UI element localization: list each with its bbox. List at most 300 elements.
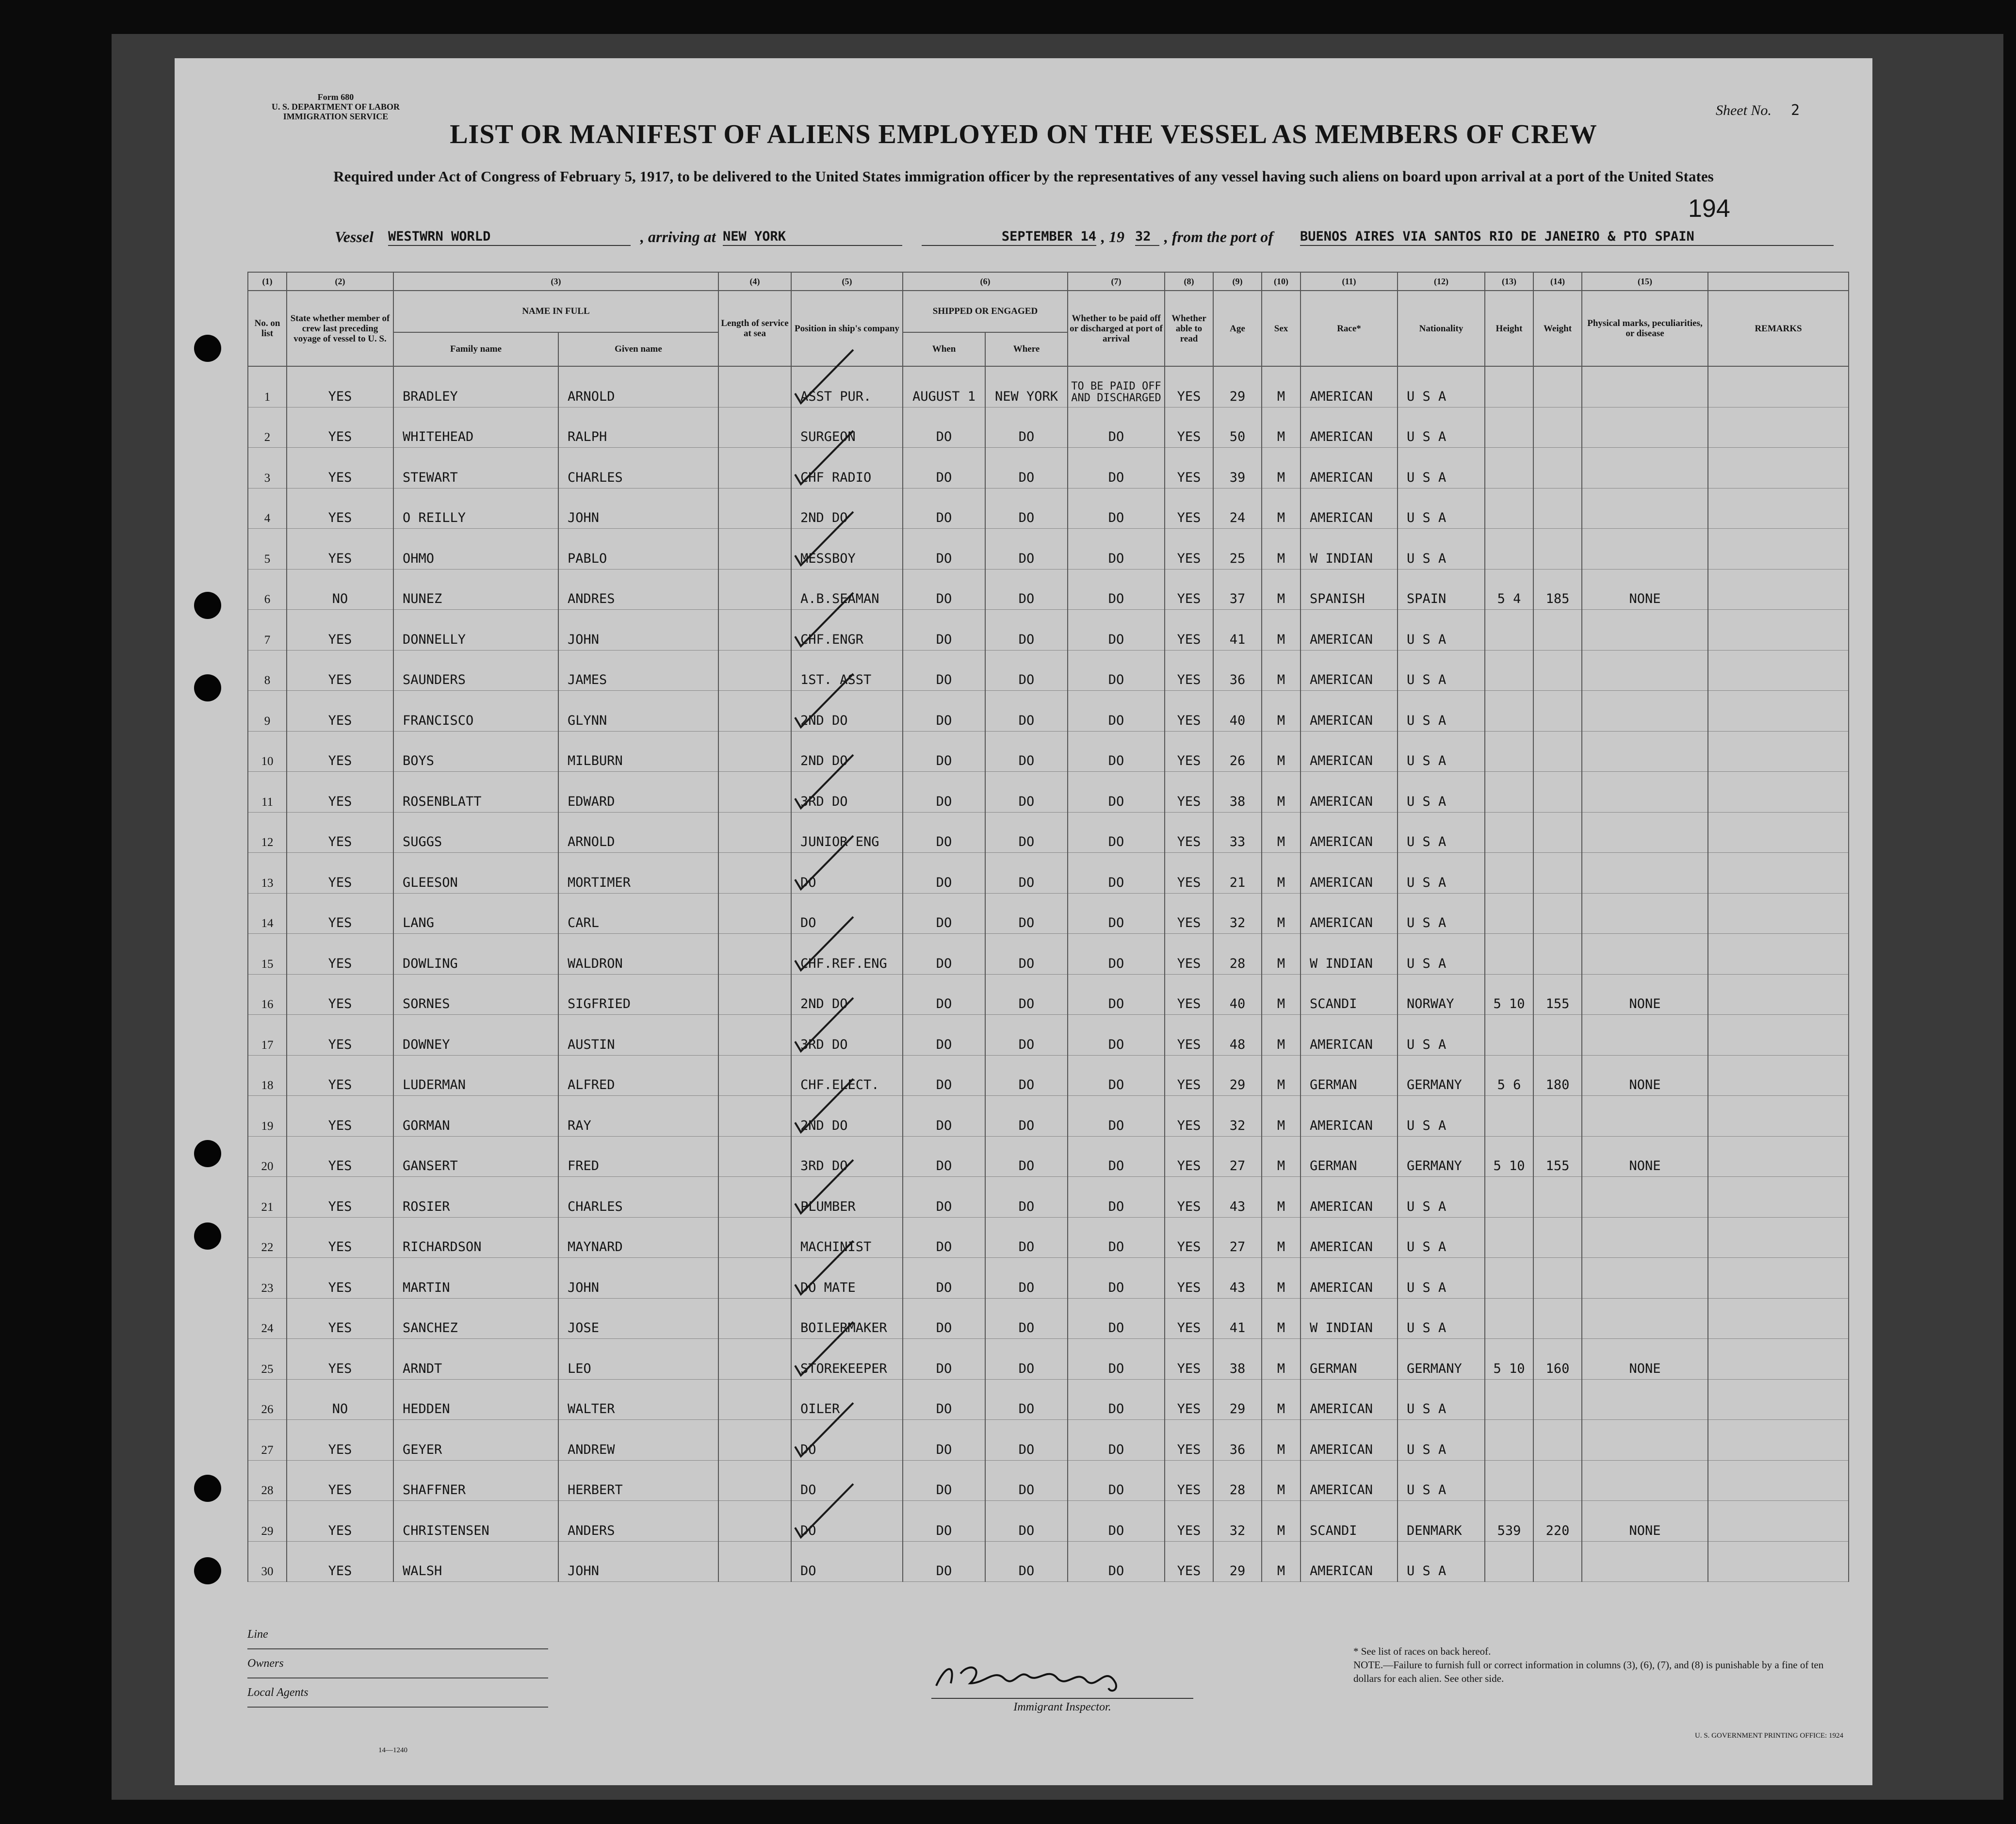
col-number: (11) <box>1301 272 1398 291</box>
paid-off: DO <box>1068 1298 1165 1339</box>
weight <box>1533 1217 1582 1258</box>
remarks <box>1708 812 1849 853</box>
sheet-number-label: Sheet No. <box>1715 102 1772 118</box>
length-of-service <box>718 1420 791 1461</box>
able-to-read: YES <box>1165 691 1213 732</box>
length-of-service <box>718 488 791 529</box>
arriving-port: NEW YORK <box>723 229 902 246</box>
remarks <box>1708 1298 1849 1339</box>
sex: M <box>1262 1460 1301 1501</box>
nationality: U S A <box>1398 1096 1485 1137</box>
weight <box>1533 853 1582 894</box>
table-row <box>248 1096 1849 1137</box>
race: AMERICAN <box>1301 1177 1398 1218</box>
weight: 155 <box>1533 974 1582 1015</box>
length-of-service <box>718 366 791 407</box>
sex: M <box>1262 1420 1301 1461</box>
nationality: U S A <box>1398 772 1485 813</box>
length-of-service <box>718 1055 791 1096</box>
able-to-read: YES <box>1165 1136 1213 1177</box>
age: 24 <box>1213 488 1262 529</box>
height <box>1485 1177 1533 1218</box>
weight: 220 <box>1533 1501 1582 1542</box>
shipped-where: DO <box>985 974 1068 1015</box>
crew-status: YES <box>287 1420 393 1461</box>
row-number: 26 <box>248 1379 287 1420</box>
age: 38 <box>1213 772 1262 813</box>
race: AMERICAN <box>1301 1460 1398 1501</box>
height <box>1485 691 1533 732</box>
paid-off: DO <box>1068 1096 1165 1137</box>
age: 36 <box>1213 650 1262 691</box>
remarks <box>1708 610 1849 651</box>
able-to-read: YES <box>1165 812 1213 853</box>
nationality: U S A <box>1398 488 1485 529</box>
shipped-where: DO <box>985 893 1068 934</box>
age: 33 <box>1213 812 1262 853</box>
able-to-read: YES <box>1165 1177 1213 1218</box>
footer-note <box>1353 1645 1853 1685</box>
given-name: JAMES <box>558 650 718 691</box>
weight <box>1533 934 1582 975</box>
height: 5 6 <box>1485 1055 1533 1096</box>
remarks <box>1708 407 1849 448</box>
race: AMERICAN <box>1301 1015 1398 1056</box>
remarks <box>1708 569 1849 610</box>
position: PLUMBER <box>791 1177 903 1218</box>
family-name: HEDDEN <box>393 1379 558 1420</box>
table-row <box>248 569 1849 610</box>
nationality: U S A <box>1398 893 1485 934</box>
row-number: 29 <box>248 1501 287 1542</box>
crew-status: YES <box>287 731 393 772</box>
crew-status: YES <box>287 650 393 691</box>
remarks <box>1708 650 1849 691</box>
physical-marks <box>1582 1177 1708 1218</box>
length-of-service <box>718 1015 791 1056</box>
remarks <box>1708 448 1849 489</box>
given-name: RALPH <box>558 407 718 448</box>
length-of-service <box>718 1298 791 1339</box>
remarks <box>1708 691 1849 732</box>
table-row <box>248 1298 1849 1339</box>
shipped-when: DO <box>903 934 985 975</box>
col-number: (2) <box>287 272 393 291</box>
remarks <box>1708 1379 1849 1420</box>
header-sex: Sex <box>1262 291 1301 366</box>
able-to-read: YES <box>1165 853 1213 894</box>
crew-status: YES <box>287 772 393 813</box>
remarks <box>1708 1541 1849 1582</box>
weight <box>1533 691 1582 732</box>
given-name: JOHN <box>558 1541 718 1582</box>
header-race: Race* <box>1301 291 1398 366</box>
crew-status: YES <box>287 407 393 448</box>
sex: M <box>1262 448 1301 489</box>
remarks <box>1708 1055 1849 1096</box>
crew-status: YES <box>287 529 393 570</box>
sex: M <box>1262 650 1301 691</box>
header-height: Height <box>1485 291 1533 366</box>
age: 43 <box>1213 1177 1262 1218</box>
crew-status: YES <box>287 691 393 732</box>
family-name: SORNES <box>393 974 558 1015</box>
table-row <box>248 1136 1849 1177</box>
height: 5 4 <box>1485 569 1533 610</box>
nationality: U S A <box>1398 1541 1485 1582</box>
age: 40 <box>1213 691 1262 732</box>
physical-marks <box>1582 1460 1708 1501</box>
length-of-service <box>718 1501 791 1542</box>
shipped-when: DO <box>903 1420 985 1461</box>
family-name: STEWART <box>393 448 558 489</box>
shipped-where: DO <box>985 1136 1068 1177</box>
family-name: GLEESON <box>393 853 558 894</box>
race: AMERICAN <box>1301 1217 1398 1258</box>
weight <box>1533 772 1582 813</box>
crew-status: YES <box>287 1541 393 1582</box>
nationality: U S A <box>1398 1420 1485 1461</box>
height <box>1485 1096 1533 1137</box>
arrival-date: SEPTEMBER 14 <box>922 229 1096 246</box>
binder-hole <box>194 674 221 701</box>
race: GERMAN <box>1301 1055 1398 1096</box>
physical-marks: NONE <box>1582 974 1708 1015</box>
physical-marks <box>1582 1541 1708 1582</box>
position: 2ND DO <box>791 1096 903 1137</box>
able-to-read: YES <box>1165 610 1213 651</box>
shipped-where: DO <box>985 610 1068 651</box>
length-of-service <box>718 772 791 813</box>
family-name: BRADLEY <box>393 366 558 407</box>
given-name: ARNOLD <box>558 366 718 407</box>
position: 1ST. ASST <box>791 650 903 691</box>
paid-off: DO <box>1068 1258 1165 1299</box>
position: DO <box>791 1541 903 1582</box>
shipped-when: DO <box>903 772 985 813</box>
length-of-service <box>718 529 791 570</box>
paid-off: DO <box>1068 853 1165 894</box>
sex: M <box>1262 529 1301 570</box>
age: 29 <box>1213 1055 1262 1096</box>
shipped-where: DO <box>985 1501 1068 1542</box>
col-number: (12) <box>1398 272 1485 291</box>
line-label: Line <box>247 1620 548 1649</box>
col-number: (9) <box>1213 272 1262 291</box>
shipped-where: DO <box>985 448 1068 489</box>
given-name: WALTER <box>558 1379 718 1420</box>
nationality: U S A <box>1398 731 1485 772</box>
race: SPANISH <box>1301 569 1398 610</box>
row-number: 8 <box>248 650 287 691</box>
physical-marks: NONE <box>1582 1501 1708 1542</box>
binder-hole <box>194 335 221 362</box>
position: STOREKEEPER <box>791 1339 903 1380</box>
family-name: DONNELLY <box>393 610 558 651</box>
height <box>1485 366 1533 407</box>
age: 27 <box>1213 1217 1262 1258</box>
length-of-service <box>718 893 791 934</box>
position: 2ND DO <box>791 974 903 1015</box>
nationality: U S A <box>1398 1258 1485 1299</box>
able-to-read: YES <box>1165 366 1213 407</box>
physical-marks <box>1582 772 1708 813</box>
sex: M <box>1262 1298 1301 1339</box>
header-length-of-service: Length of service at sea <box>718 291 791 366</box>
weight <box>1533 1541 1582 1582</box>
nationality: GERMANY <box>1398 1136 1485 1177</box>
sex: M <box>1262 1379 1301 1420</box>
position: MACHINIST <box>791 1217 903 1258</box>
form-number: Form 680 <box>317 92 354 102</box>
physical-marks <box>1582 488 1708 529</box>
position: DO MATE <box>791 1258 903 1299</box>
length-of-service <box>718 731 791 772</box>
sex: M <box>1262 691 1301 732</box>
position: CHF.ELECT. <box>791 1055 903 1096</box>
table-row <box>248 1258 1849 1299</box>
row-number: 14 <box>248 893 287 934</box>
shipped-where: DO <box>985 1420 1068 1461</box>
shipped-where: DO <box>985 1217 1068 1258</box>
given-name: HERBERT <box>558 1460 718 1501</box>
shipped-where: DO <box>985 934 1068 975</box>
age: 29 <box>1213 1379 1262 1420</box>
position: DO <box>791 853 903 894</box>
nationality: U S A <box>1398 448 1485 489</box>
paid-off: DO <box>1068 1217 1165 1258</box>
position: DO <box>791 893 903 934</box>
header-when: When <box>903 332 985 366</box>
able-to-read: YES <box>1165 1298 1213 1339</box>
position: CHF.REF.ENG <box>791 934 903 975</box>
given-name: MAYNARD <box>558 1217 718 1258</box>
able-to-read: YES <box>1165 407 1213 448</box>
nationality: U S A <box>1398 934 1485 975</box>
table-row <box>248 1015 1849 1056</box>
row-number: 24 <box>248 1298 287 1339</box>
table-row <box>248 731 1849 772</box>
height <box>1485 731 1533 772</box>
year-label: , 19 <box>1101 228 1124 245</box>
race: AMERICAN <box>1301 1096 1398 1137</box>
table-row <box>248 529 1849 570</box>
row-number: 18 <box>248 1055 287 1096</box>
weight: 185 <box>1533 569 1582 610</box>
position: 3RD DO <box>791 772 903 813</box>
row-number: 21 <box>248 1177 287 1218</box>
binder-hole <box>194 1475 221 1502</box>
race: AMERICAN <box>1301 650 1398 691</box>
shipped-where: NEW YORK <box>985 366 1068 407</box>
table-row <box>248 1177 1849 1218</box>
length-of-service <box>718 610 791 651</box>
physical-marks: NONE <box>1582 1136 1708 1177</box>
crew-status: YES <box>287 974 393 1015</box>
given-name: ANDRES <box>558 569 718 610</box>
weight: 155 <box>1533 1136 1582 1177</box>
race: AMERICAN <box>1301 407 1398 448</box>
race: AMERICAN <box>1301 1379 1398 1420</box>
header-remarks: REMARKS <box>1708 291 1849 366</box>
given-name: JOHN <box>558 488 718 529</box>
row-number: 6 <box>248 569 287 610</box>
table-row <box>248 974 1849 1015</box>
able-to-read: YES <box>1165 488 1213 529</box>
height <box>1485 1258 1533 1299</box>
nationality: U S A <box>1398 407 1485 448</box>
col-number: (3) <box>393 272 718 291</box>
weight: 160 <box>1533 1339 1582 1380</box>
row-number: 28 <box>248 1460 287 1501</box>
race: AMERICAN <box>1301 853 1398 894</box>
age: 50 <box>1213 407 1262 448</box>
remarks <box>1708 1339 1849 1380</box>
physical-marks <box>1582 1420 1708 1461</box>
race: SCANDI <box>1301 1501 1398 1542</box>
position: DO <box>791 1460 903 1501</box>
height <box>1485 650 1533 691</box>
family-name: SUGGS <box>393 812 558 853</box>
shipped-where: DO <box>985 1460 1068 1501</box>
sex: M <box>1262 488 1301 529</box>
nationality: DENMARK <box>1398 1501 1485 1542</box>
given-name: AUSTIN <box>558 1015 718 1056</box>
length-of-service <box>718 1258 791 1299</box>
local-agents-label: Local Agents <box>247 1678 548 1708</box>
nationality: U S A <box>1398 650 1485 691</box>
row-number: 4 <box>248 488 287 529</box>
paid-off: DO <box>1068 1460 1165 1501</box>
header-paid-off: Whether to be paid off or discharged at port of arrival <box>1068 291 1165 366</box>
remarks <box>1708 1015 1849 1056</box>
weight <box>1533 407 1582 448</box>
given-name: WALDRON <box>558 934 718 975</box>
given-name: ANDREW <box>558 1420 718 1461</box>
nationality: U S A <box>1398 610 1485 651</box>
position: A.B.SEAMAN <box>791 569 903 610</box>
age: 40 <box>1213 974 1262 1015</box>
family-name: ROSIER <box>393 1177 558 1218</box>
physical-marks <box>1582 893 1708 934</box>
shipped-when: DO <box>903 1258 985 1299</box>
given-name: JOHN <box>558 610 718 651</box>
row-number: 20 <box>248 1136 287 1177</box>
shipped-when: DO <box>903 1501 985 1542</box>
length-of-service <box>718 1379 791 1420</box>
crew-status: YES <box>287 1217 393 1258</box>
family-name: DOWNEY <box>393 1015 558 1056</box>
weight <box>1533 1177 1582 1218</box>
inspector-signature <box>902 1659 1242 1693</box>
age: 25 <box>1213 529 1262 570</box>
form-code: 14—1240 <box>378 1746 407 1754</box>
family-name: NUNEZ <box>393 569 558 610</box>
col-number: (1) <box>248 272 287 291</box>
length-of-service <box>718 407 791 448</box>
shipped-where: DO <box>985 1177 1068 1218</box>
family-name: LANG <box>393 893 558 934</box>
weight <box>1533 731 1582 772</box>
arrival-year: 32 <box>1135 229 1159 246</box>
height <box>1485 1420 1533 1461</box>
shipped-when: DO <box>903 974 985 1015</box>
sex: M <box>1262 1136 1301 1177</box>
table-row <box>248 772 1849 813</box>
nationality: U S A <box>1398 1379 1485 1420</box>
family-name: SANCHEZ <box>393 1298 558 1339</box>
row-number: 9 <box>248 691 287 732</box>
shipped-when: AUGUST 1 <box>903 366 985 407</box>
race: AMERICAN <box>1301 1258 1398 1299</box>
race: AMERICAN <box>1301 893 1398 934</box>
row-number: 3 <box>248 448 287 489</box>
position: 2ND DO <box>791 731 903 772</box>
row-number: 5 <box>248 529 287 570</box>
sex: M <box>1262 1015 1301 1056</box>
header-family-name: Family name <box>393 332 558 366</box>
physical-marks <box>1582 934 1708 975</box>
shipped-where: DO <box>985 731 1068 772</box>
sex: M <box>1262 1096 1301 1137</box>
binder-hole <box>194 1557 221 1584</box>
weight <box>1533 529 1582 570</box>
shipped-where: DO <box>985 1055 1068 1096</box>
remarks <box>1708 1460 1849 1501</box>
table-row <box>248 1217 1849 1258</box>
service-name: IMMIGRATION SERVICE <box>283 112 389 121</box>
family-name: ARNDT <box>393 1339 558 1380</box>
col-number: (15) <box>1582 272 1708 291</box>
able-to-read: YES <box>1165 974 1213 1015</box>
table-row <box>248 1420 1849 1461</box>
race-note: * See list of races on back hereof. <box>1353 1645 1491 1657</box>
physical-marks <box>1582 731 1708 772</box>
table-row <box>248 1460 1849 1501</box>
given-name: JOSE <box>558 1298 718 1339</box>
position: CHF RADIO <box>791 448 903 489</box>
weight <box>1533 1258 1582 1299</box>
position: 2ND DO <box>791 691 903 732</box>
col-number <box>1708 272 1849 291</box>
length-of-service <box>718 853 791 894</box>
physical-marks <box>1582 1379 1708 1420</box>
crew-status: YES <box>287 610 393 651</box>
family-name: BOYS <box>393 731 558 772</box>
penalty-note: NOTE.—Failure to furnish full or correct information in columns (3), (6), (7), and (8) is punishable by a fine of ten dollars for each alien. See other side. <box>1353 1659 1824 1684</box>
physical-marks <box>1582 853 1708 894</box>
race: AMERICAN <box>1301 610 1398 651</box>
from-port-label: , from the port of <box>1164 228 1273 245</box>
sex: M <box>1262 772 1301 813</box>
table-row <box>248 1339 1849 1380</box>
height <box>1485 448 1533 489</box>
sex: M <box>1262 731 1301 772</box>
race: AMERICAN <box>1301 1541 1398 1582</box>
age: 21 <box>1213 853 1262 894</box>
header-where: Where <box>985 332 1068 366</box>
height <box>1485 610 1533 651</box>
physical-marks <box>1582 407 1708 448</box>
paid-off: DO <box>1068 488 1165 529</box>
able-to-read: YES <box>1165 1541 1213 1582</box>
physical-marks <box>1582 366 1708 407</box>
row-number: 25 <box>248 1339 287 1380</box>
position: 3RD DO <box>791 1015 903 1056</box>
position: 3RD DO <box>791 1136 903 1177</box>
height <box>1485 893 1533 934</box>
shipped-when: DO <box>903 529 985 570</box>
